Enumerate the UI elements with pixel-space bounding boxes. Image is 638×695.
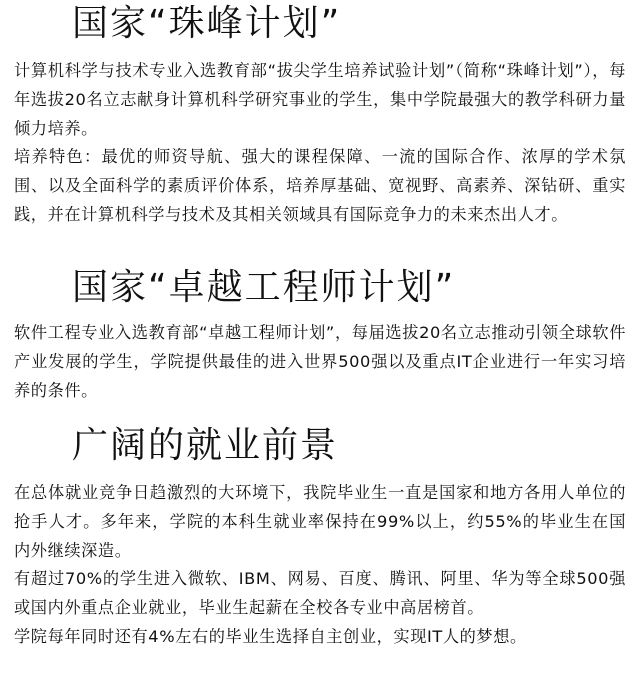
paragraph-employment-overview: 在总体就业竞争日趋激烈的大环境下，我院毕业生一直是国家和地方各用人单位的抢手人才。多年来，学院的本科生就业率保持在99%以上，约55%的毕业生在国内外继续深造。 xyxy=(14,483,626,560)
paragraph-zhuoyue-intro: 软件工程专业入选教育部“卓越工程师计划”，每届选拔20名立志推动引领全球软件产业发展的学生，学院提供最佳的进入世界500强以及重点IT企业进行一年实习培养的条件。 xyxy=(14,323,626,400)
paragraph-zhufeng-intro: 计算机科学与技术专业入选教育部“拔尖学生培养试验计划”（简称“珠峰计划”），每年选拔20名立志献身计算机科学研究事业的学生，集中学院最强大的教学科研力量倾力培养。 xyxy=(14,61,626,138)
paragraph-employment-companies: 有超过70%的学生进入微软、IBM、网易、百度、腾讯、阿里、华为等全球500强或国内外重点企业就业，毕业生起薪在全校各专业中高居榜首。 xyxy=(14,569,626,617)
section-heading-employment: 广阔的就业前景 xyxy=(72,425,339,466)
paragraph-employment-startup: 学院每年同时还有4%左右的毕业生选择自主创业，实现IT人的梦想。 xyxy=(14,627,527,646)
section-heading-zhuoyue: 国家“卓越工程师计划” xyxy=(72,267,456,308)
paragraph-zhufeng-features: 培养特色：最优的师资导航、强大的课程保障、一流的国际合作、浓厚的学术氛围、以及全面科学的素质评价体系，培养厚基础、宽视野、高素养、深钻研、重实践，并在计算机科学与技术及其相关领域具有国际竞争力的未来杰出人才。 xyxy=(14,147,626,224)
section-heading-zhufeng: 国家“珠峰计划” xyxy=(72,3,342,44)
